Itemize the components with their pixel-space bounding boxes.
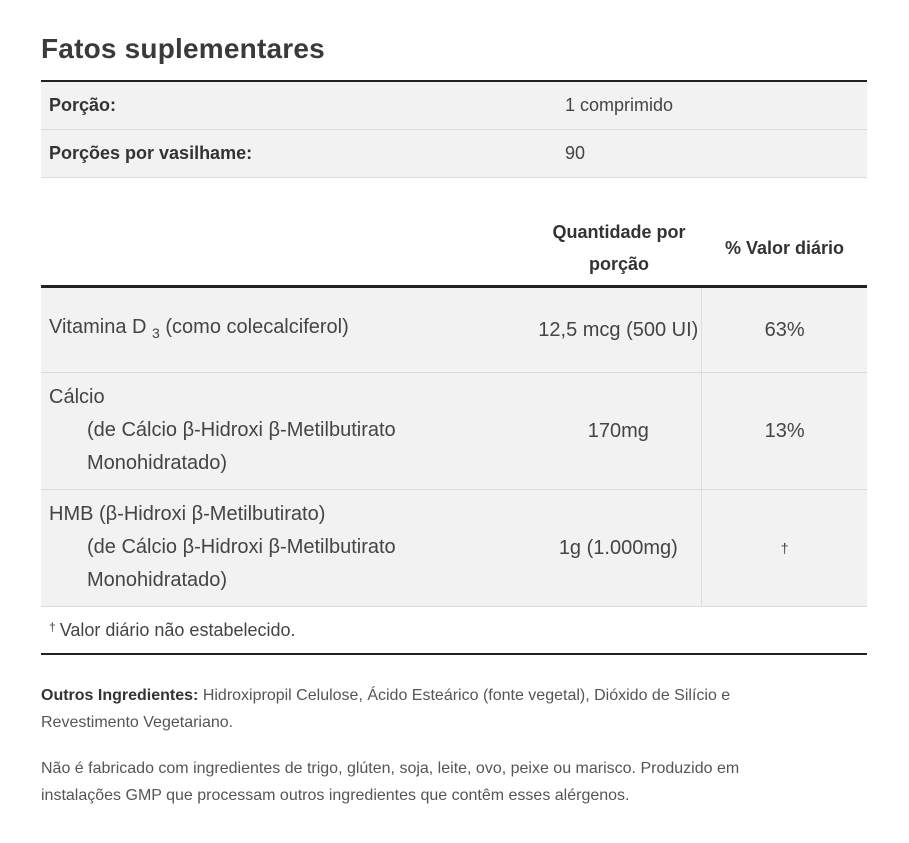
serving-size-row [41,82,867,130]
daily-value-header: % Valor diário [724,238,845,258]
nutrient-amount: 12,5 mcg (500 UI) [535,288,702,372]
nutrient-amount: 1g (1.000mg) [535,490,702,606]
other-ingredients-label: Outros Ingredientes: [41,687,199,704]
nutrient-subscript: 3 [152,324,160,341]
daily-value-footnote [41,607,867,655]
allergen-statement: Não é fabricado com ingredientes de trigo, glúten, soja, leite, ovo, peixe ou marisco. Produzido em instalações GMP que processam outros ingredientes que contêm esses alérgenos. [41,760,740,804]
servings-per-container-value: 90 [565,143,586,163]
servings-per-container-row [41,130,867,178]
servings-per-container-label: Porções por vasilhame: [49,143,253,163]
nutrient-name [41,288,535,372]
nutrient-amount: 170mg [535,373,702,489]
nutrient-facts-table [41,216,867,655]
other-ingredients [41,682,821,736]
nutrient-daily-value: 63% [764,318,805,341]
table-row [41,490,867,607]
serving-info-table [41,80,867,178]
table-row [41,288,867,373]
nutrient-daily-value: 13% [764,419,805,442]
nutrient-suffix: (como colecalciferol) [165,315,349,338]
nutrient-label: Vitamina D [49,315,147,338]
serving-size-label: Porção: [49,95,117,115]
nutrient-label: Cálcio [49,386,105,408]
page-title: Fatos suplementares [41,33,325,64]
facts-table-header [41,216,867,288]
nutrient-source: (de Cálcio β-Hidroxi β-Metilbutirato Monohidratado) [87,536,396,591]
serving-size-value: 1 comprimido [565,95,674,115]
other-ingredients-text: Hidroxipropil Celulose, Ácido Esteárico (fonte vegetal), Dióxido de Silício e Revestimento Vegetariano. [41,687,731,731]
nutrient-label: HMB (β-Hidroxi β-Metilbutirato) [49,503,326,525]
nutrient-column-header [41,216,536,285]
nutrient-name [41,373,535,489]
nutrient-name [41,490,535,606]
nutrient-daily-value: † [780,540,789,556]
nutrient-source: (de Cálcio β-Hidroxi β-Metilbutirato Monohidratado) [87,419,396,474]
dagger-symbol: † [49,620,56,634]
amount-per-serving-header: Quantidade por porção [552,222,686,274]
footnote-text: Valor diário não estabelecido. [59,619,296,640]
table-row [41,373,867,490]
